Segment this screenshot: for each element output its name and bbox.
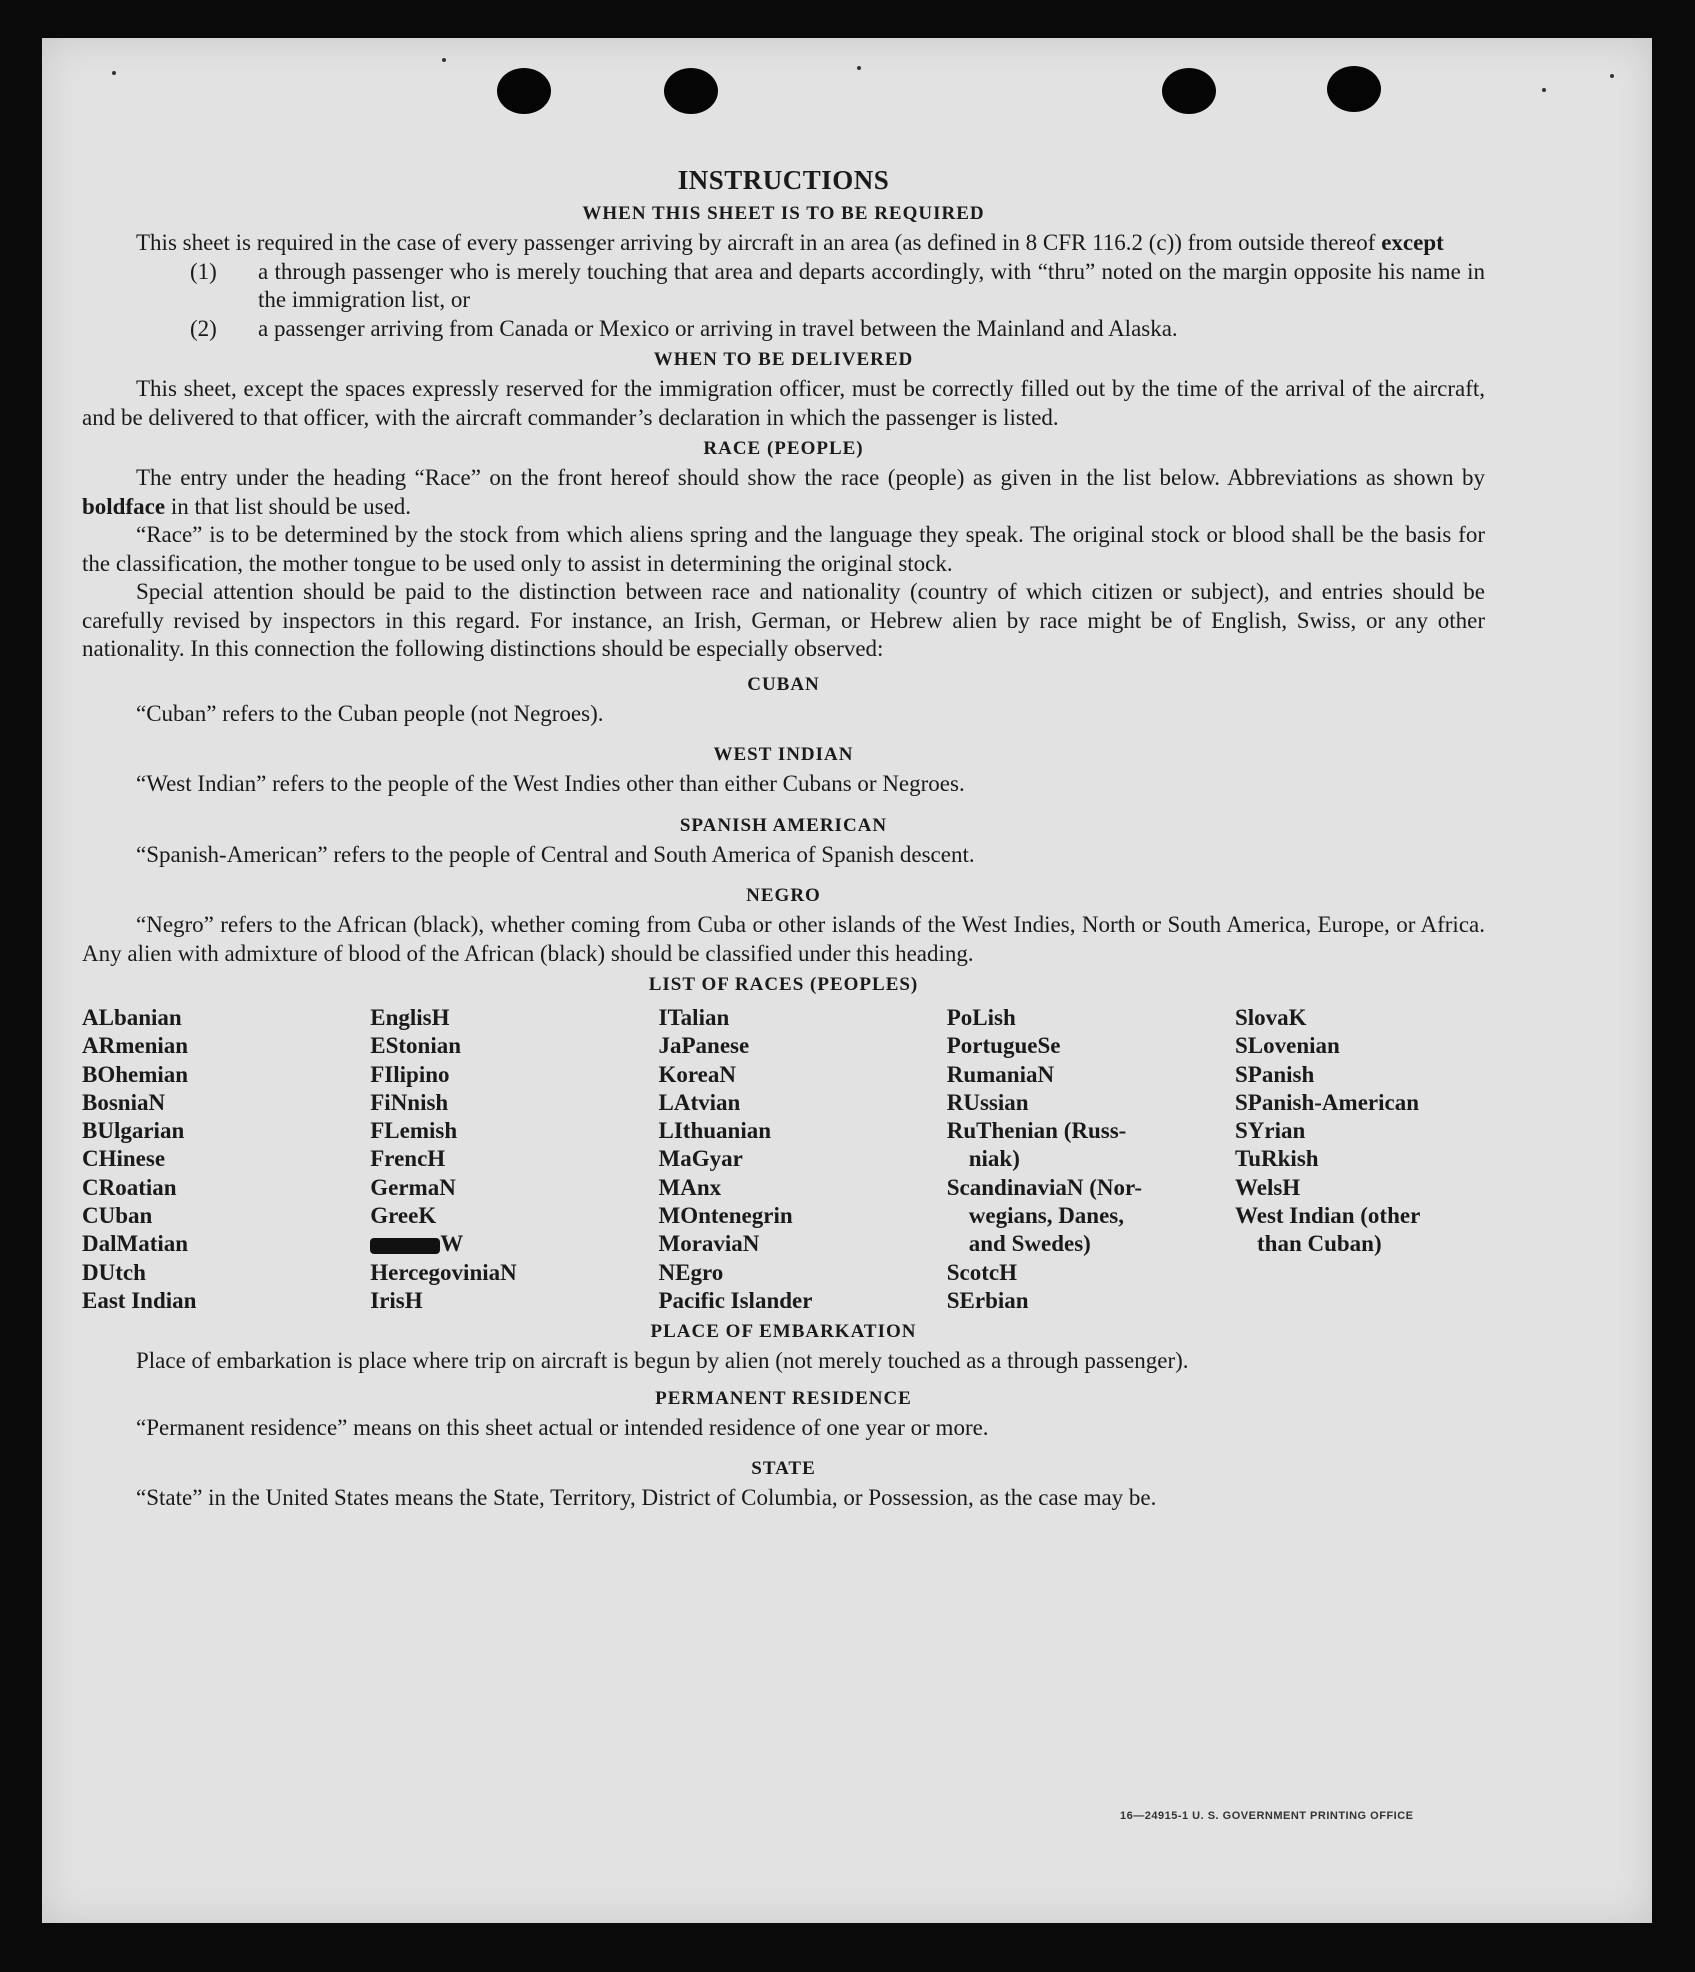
race-item-continued: niak) bbox=[968, 1146, 1020, 1172]
race-item: FLemish bbox=[370, 1118, 458, 1144]
race-item: DUtch bbox=[82, 1259, 146, 1285]
races-column bbox=[659, 1004, 929, 1315]
punch-hole bbox=[1162, 68, 1216, 114]
races-column bbox=[1235, 1004, 1485, 1315]
race-item: MOntenegrin bbox=[658, 1203, 793, 1229]
paragraph-race-1 bbox=[82, 464, 1485, 521]
race-item: DalMatian bbox=[82, 1231, 189, 1257]
race-item: TuRkish bbox=[1235, 1146, 1319, 1172]
item-text: a passenger arriving from Canada or Mexico or arriving in travel between the Mainland and Alaska. bbox=[258, 315, 1178, 341]
punch-hole bbox=[497, 68, 551, 114]
paragraph-text: This sheet is required in the case of every passenger arriving by aircraft in an area (as defined in 8 CFR 116.2 (c)) from outside thereof bbox=[136, 230, 1376, 255]
paragraph-embarkation: Place of embarkation is place where trip on aircraft is begun by alien (not merely touched as a through passenger). bbox=[136, 1348, 1189, 1374]
race-item: ARmenian bbox=[82, 1033, 189, 1059]
paragraph-negro: “Negro” refers to the African (black), whether coming from Cuba or other islands of the West Indies, North or South America, Europe, or Africa. Any alien with admixture of blood of the African (black) should be classified under this heading. bbox=[82, 912, 1485, 966]
race-item: GermaN bbox=[370, 1174, 456, 1200]
document-sheet bbox=[42, 38, 1652, 1923]
race-item: MaGyar bbox=[658, 1146, 743, 1172]
race-item: SErbian bbox=[946, 1287, 1029, 1313]
race-item: Pacific Islander bbox=[658, 1287, 813, 1313]
race-item: SYrian bbox=[1235, 1118, 1306, 1144]
race-item: SLovenian bbox=[1235, 1033, 1340, 1059]
race-item: ScotcH bbox=[946, 1259, 1018, 1285]
race-item: FiNnish bbox=[370, 1089, 449, 1115]
boldface-text: boldface bbox=[82, 493, 166, 519]
section-heading-when-delivered: WHEN TO BE DELIVERED bbox=[653, 349, 914, 370]
race-item: SlovaK bbox=[1235, 1005, 1307, 1030]
section-heading-west-indian: WEST INDIAN bbox=[713, 744, 854, 765]
section-heading-list-of-races: LIST OF RACES (PEOPLES) bbox=[648, 974, 919, 995]
page-title: INSTRUCTIONS bbox=[677, 165, 890, 195]
item-number: (1) bbox=[190, 258, 217, 284]
item-number: (2) bbox=[190, 315, 217, 341]
section-heading-spanish-american: SPANISH AMERICAN bbox=[679, 814, 888, 836]
paragraph-race-2: “Race” is to be determined by the stock from which aliens spring and the language they speak. The original stock or blood shall be the basis for the classification, the mother tongue to be used only to assist in determining the original stock. bbox=[82, 522, 1485, 576]
race-item: LIthuanian bbox=[658, 1118, 772, 1144]
race-item-redacted bbox=[370, 1230, 640, 1258]
race-item: JaPanese bbox=[658, 1033, 750, 1059]
race-item: CRoatian bbox=[82, 1174, 177, 1200]
section-heading-embarkation: PLACE OF EMBARKATION bbox=[650, 1321, 917, 1343]
race-item: FrencH bbox=[370, 1146, 446, 1172]
race-item: BUlgarian bbox=[82, 1118, 185, 1144]
race-item: RUssian bbox=[946, 1089, 1029, 1115]
race-item: SPanish bbox=[1235, 1061, 1315, 1087]
race-item: BOhemian bbox=[82, 1061, 189, 1087]
dust-speck bbox=[442, 58, 446, 62]
paragraph-when-delivered: This sheet, except the spaces expressly reserved for the immigration officer, must be correctly filled out by the time of the arrival of the aircraft, and be delivered to that officer, with the aircraft commander’s declaration in which the passenger is listed. bbox=[82, 376, 1485, 430]
race-item-suffix: W bbox=[440, 1231, 464, 1257]
race-item: RuThenian (Russ- bbox=[946, 1118, 1127, 1144]
section-heading-state: STATE bbox=[751, 1458, 816, 1480]
paragraph-text: in that list should be used. bbox=[170, 493, 412, 519]
race-item: MAnx bbox=[658, 1174, 722, 1200]
paragraph-cuban: “Cuban” refers to the Cuban people (not Negroes). bbox=[136, 700, 604, 726]
race-item: FIlipino bbox=[370, 1061, 450, 1087]
race-item: HercegoviniaN bbox=[370, 1259, 517, 1285]
race-item: EnglisH bbox=[370, 1005, 450, 1030]
instructions-content bbox=[82, 163, 1485, 1513]
race-item: CHinese bbox=[82, 1146, 166, 1172]
race-item: SPanish-American bbox=[1235, 1089, 1419, 1115]
dust-speck bbox=[1610, 74, 1614, 78]
printer-footer: 16—24915-1 U. S. GOVERNMENT PRINTING OFFICE bbox=[1120, 1810, 1414, 1822]
race-item: IrisH bbox=[370, 1287, 423, 1313]
list-item bbox=[82, 315, 1485, 344]
race-item-continued: wegians, Danes, bbox=[968, 1203, 1125, 1229]
paragraph-spanish-american: “Spanish-American” refers to the people of Central and South America of Spanish descent. bbox=[136, 841, 975, 867]
section-heading-cuban: CUBAN bbox=[747, 673, 820, 695]
race-item-continued: than Cuban) bbox=[1257, 1231, 1382, 1257]
list-item bbox=[82, 258, 1485, 315]
dust-speck bbox=[857, 66, 861, 70]
race-item: West Indian (other bbox=[1235, 1203, 1421, 1229]
ink-smudge bbox=[370, 1238, 440, 1254]
section-heading-when-required: WHEN THIS SHEET IS TO BE REQUIRED bbox=[582, 203, 985, 224]
paragraph-west-indian: “West Indian” refers to the people of the West Indies other than either Cubans or Negroes. bbox=[136, 771, 965, 796]
race-item: CUban bbox=[82, 1203, 153, 1229]
race-item: ITalian bbox=[658, 1005, 730, 1030]
dust-speck bbox=[1542, 88, 1546, 92]
race-item: EStonian bbox=[370, 1033, 462, 1059]
races-list bbox=[82, 1004, 1485, 1315]
dust-speck bbox=[112, 71, 116, 75]
race-item: NEgro bbox=[658, 1259, 724, 1285]
race-item: LAtvian bbox=[658, 1089, 741, 1115]
race-item: GreeK bbox=[370, 1203, 437, 1229]
race-item: PortugueSe bbox=[946, 1033, 1061, 1059]
paragraph-residence: “Permanent residence” means on this sheet actual or intended residence of one year or more. bbox=[136, 1414, 989, 1440]
race-item: WelsH bbox=[1235, 1174, 1301, 1200]
section-heading-negro: NEGRO bbox=[746, 885, 821, 906]
race-item: East Indian bbox=[82, 1287, 197, 1313]
paragraph-when-required bbox=[82, 229, 1485, 258]
paragraph-race-3: Special attention should be paid to the distinction between race and nationality (country of which citizen or subject), and entries should be carefully revised by inspectors in this regard. For instance, an Irish, German, or Hebrew alien by race might be of English, Swiss, or any other nationality. In this connection the following distinctions should be especially observed: bbox=[82, 579, 1485, 661]
races-column bbox=[947, 1004, 1217, 1315]
race-item: RumaniaN bbox=[946, 1061, 1055, 1087]
race-item-continued: and Swedes) bbox=[968, 1231, 1091, 1257]
punch-hole bbox=[1327, 66, 1381, 112]
race-item: MoraviaN bbox=[658, 1231, 760, 1257]
except-text: except bbox=[1381, 230, 1444, 255]
races-column bbox=[370, 1004, 640, 1315]
race-item: PoLish bbox=[946, 1005, 1016, 1030]
race-item: BosniaN bbox=[82, 1089, 166, 1115]
races-column bbox=[82, 1004, 352, 1315]
section-heading-race: RACE (PEOPLE) bbox=[703, 438, 864, 459]
item-text: a through passenger who is merely touching that area and departs accordingly, with “thru” noted on the margin opposite his name in the immigration list, or bbox=[258, 258, 1485, 312]
race-item: KoreaN bbox=[658, 1061, 737, 1087]
section-heading-residence: PERMANENT RESIDENCE bbox=[655, 1387, 912, 1409]
paragraph-text: The entry under the heading “Race” on the front hereof should show the race (people) as given in the list below. Abbreviations as shown by bbox=[136, 465, 1485, 490]
race-item: ScandinaviaN (Nor- bbox=[946, 1174, 1143, 1200]
paragraph-state: “State” in the United States means the State, Territory, District of Columbia, or Possession, as the case may be. bbox=[136, 1485, 1157, 1511]
punch-hole bbox=[664, 68, 718, 114]
race-item: ALbanian bbox=[82, 1005, 182, 1030]
